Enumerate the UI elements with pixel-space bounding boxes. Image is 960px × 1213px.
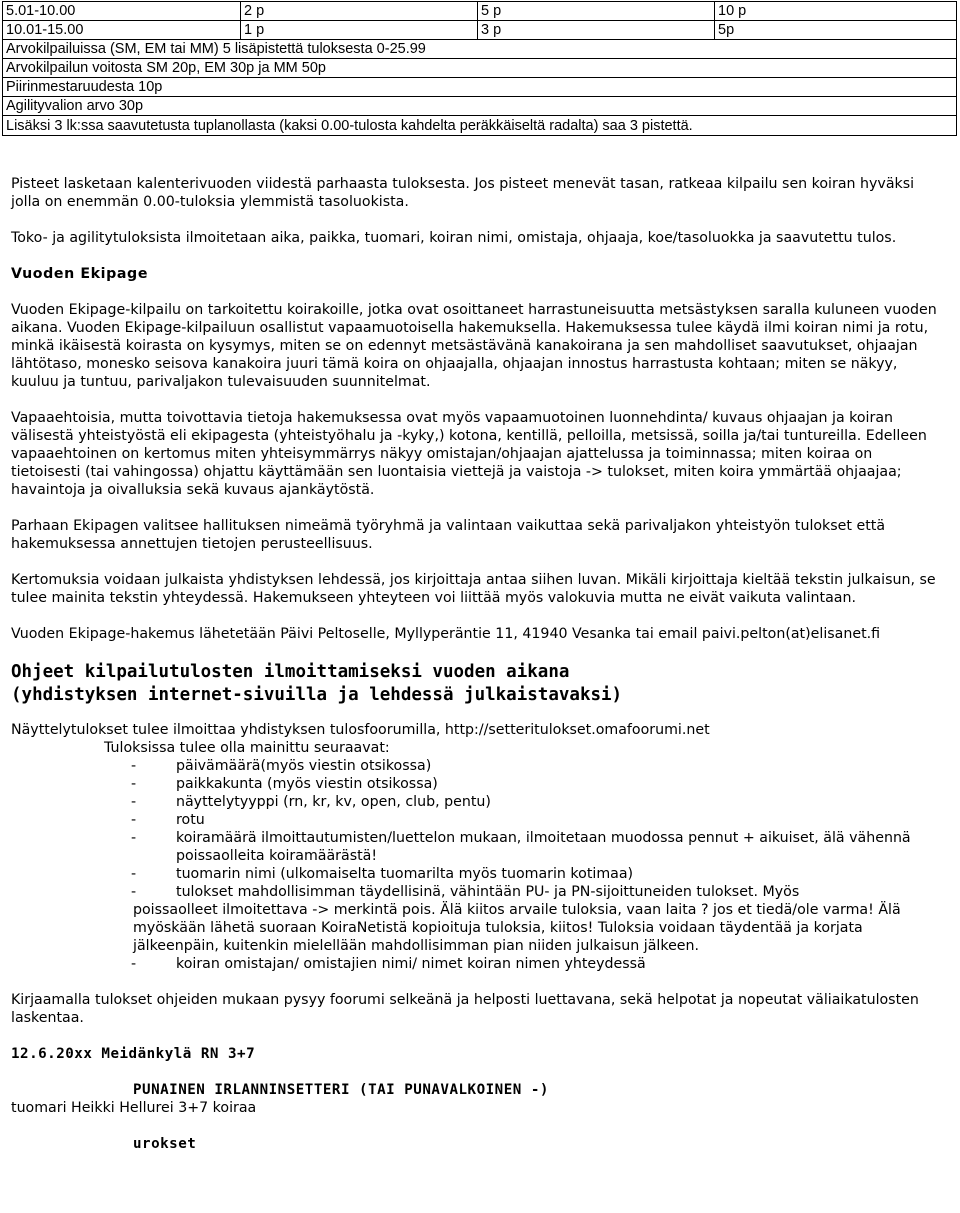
example-breed: PUNAINEN IRLANNINSETTERI (TAI PUNAVALKOINEN -) — [133, 1082, 549, 1098]
table-cell: 5.01-10.00 — [3, 2, 241, 21]
list-item: - paikkakunta (myös viestin otsikossa) — [131, 775, 946, 793]
table-row — [3, 59, 957, 78]
requirements-list-2 — [11, 955, 946, 973]
paragraph: Vuoden Ekipage-hakemus lähetetään Päivi Peltoselle, Myllyperäntie 11, 41940 Vesanka tai email paivi.pelton(at)elisanet.fi — [11, 626, 881, 642]
table-row — [3, 97, 957, 116]
section-heading: Vuoden Ekipage — [11, 266, 149, 282]
main-heading-line: Ohjeet kilpailutulosten ilmoittamiseksi vuoden aikana — [11, 662, 570, 682]
paragraph: Vapaaehtoisia, mutta toivottavia tietoja hakemuksessa ovat myös vapaamuotoinen luonnehdinta/ kuvaus ohjaajan ja koiran välisestä yhteistyöstä eli ekipagesta (yhteistyöhalu ja -kyky,) kotona, kentillä, pelloilla, metsissä, soilla ja/tai tuntureilla. Edelleen vapaaehtoinen on kertomus miten yhteisymmärrys näkyy omistajan/ohjaajan ajattelussa ja toiminnassa; miten koiraa on tietoisesti (tai vahingossa) ohjattu käyttämään sen luontaisia viettejä ja vaistoja -> tulokset, miten koira ymmärtää ohjaajaa; havaintoja ja oivalluksia sekä kuvaus ajankäytöstä. — [11, 410, 927, 498]
list-item: - tulokset mahdollisimman täydellisinä, vähintään PU- ja PN-sijoittuneiden tulokset. Myös — [131, 883, 946, 901]
table-row — [3, 116, 957, 136]
list-item: - tuomarin nimi (ulkomaiselta tuomarilta myös tuomarin kotimaa) — [131, 865, 946, 883]
list-item: - koiran omistajan/ omistajien nimi/ nimet koiran nimen yhteydessä — [131, 955, 946, 973]
main-heading-line: (yhdistyksen internet-sivuilla ja lehdessä julkaistavaksi) — [11, 685, 623, 705]
paragraph: Kertomuksia voidaan julkaista yhdistyksen lehdessä, jos kirjoittaja antaa siihen luvan. Mikäli kirjoittaja kieltää tekstin julkaisun, se tulee mainita tekstin yhteydessä. Hakemukseen yhteyteen voi liittää myös valokuvia mutta ne eivät vaikuta valintaan. — [11, 572, 936, 606]
requirements-list — [11, 757, 946, 901]
paragraph: Parhaan Ekipagen valitsee hallituksen nimeämä työryhmä ja valintaan vaikuttaa sekä parivaljakon yhteistyön tulokset että hakemuksessa annettujen tietojen perusteellisuus. — [11, 518, 886, 552]
example-class: urokset — [133, 1136, 197, 1152]
table-cell: 5p — [715, 21, 957, 40]
table-note: Arvokilpailuissa (SM, EM tai MM) 5 lisäpistettä tuloksesta 0-25.99 — [3, 40, 957, 59]
list-item: - päivämäärä(myös viestin otsikossa) — [131, 757, 946, 775]
points-table — [2, 1, 957, 136]
table-cell: 3 p — [478, 21, 715, 40]
table-cell: 1 p — [241, 21, 478, 40]
table-cell: 2 p — [241, 2, 478, 21]
list-item: - näyttelytyyppi (rn, kr, kv, open, club, pentu) — [131, 793, 946, 811]
table-row — [3, 21, 957, 40]
paragraph: Näyttelytulokset tulee ilmoittaa yhdistyksen tulosfoorumilla, http://setteritulokset.omafoorumi.net — [11, 722, 710, 738]
table-row — [3, 78, 957, 97]
paragraph: poissaolleet ilmoitettava -> merkintä pois. Älä kiitos arvaile tuloksia, vaan laita ? jos et tiedä/ole varma! Älä myöskään lähetä suoraan KoiraNetistä kopioituja tuloksia, kiitos! Tuloksia voidaan täydentää ja korjata jälkeenpäin, kuitenkin mielellään mahdollisimman pian niiden julkaisun jälkeen. — [133, 902, 901, 954]
example-heading: 12.6.20xx Meidänkylä RN 3+7 — [11, 1046, 256, 1062]
list-item: - rotu — [131, 811, 946, 829]
document-body — [11, 175, 946, 1153]
table-cell: 10.01-15.00 — [3, 21, 241, 40]
table-note: Arvokilpailun voitosta SM 20p, EM 30p ja MM 50p — [3, 59, 957, 78]
example-judge: tuomari Heikki Hellurei 3+7 koiraa — [11, 1100, 257, 1116]
table-note: Agilityvalion arvo 30p — [3, 97, 957, 116]
table-cell: 10 p — [715, 2, 957, 21]
table-cell: 5 p — [478, 2, 715, 21]
paragraph: Kirjaamalla tulokset ohjeiden mukaan pysyy foorumi selkeänä ja helposti luettavana, sekä helpotat ja nopeutat väliaikatulosten laskentaa. — [11, 992, 919, 1026]
main-heading — [11, 661, 946, 707]
table-row — [3, 2, 957, 21]
paragraph: Toko- ja agilitytuloksista ilmoitetaan aika, paikka, tuomari, koiran nimi, omistaja, ohjaaja, koe/tasoluokka ja saavutettu tulos. — [11, 230, 897, 246]
table-note: Lisäksi 3 lk:ssa saavutetusta tuplanollasta (kaksi 0.00-tulosta kahdelta peräkkäiseltä radalta) saa 3 pistettä. — [3, 116, 957, 136]
table-note: Piirinmestaruudesta 10p — [3, 78, 957, 97]
table-row — [3, 40, 957, 59]
paragraph: Tuloksissa tulee olla mainittu seuraavat: — [104, 740, 390, 756]
paragraph: Vuoden Ekipage-kilpailu on tarkoitettu koirakoille, jotka ovat osoittaneet harrastuneisuutta metsästyksen saralla kuluneen vuoden aikana. Vuoden Ekipage-kilpailuun osallistut vapaamuotoisella hakemuksella. Hakemuksessa tulee käydä ilmi koiran nimi ja rotu, minkä ikäisestä koirasta on kysymys, miten se on edennyt metsästävänä kanakoirana ja sen mahdolliset saavutukset, ohjaajan lähtötaso, monesko seisova kanakoira juuri tämä koira on ohjaajalla, ohjaajan innostus harrastusta kohtaan; miten se näkyy, kuuluu ja tuntuu, parivaljakon tulevaisuuden suunnitelmat. — [11, 302, 937, 390]
list-item: - koiramäärä ilmoittautumisten/luettelon mukaan, ilmoitetaan muodossa pennut + aikuiset, älä vähennä poissaolleita koiramäärästä! — [131, 829, 946, 865]
paragraph: Pisteet lasketaan kalenterivuoden viidestä parhaasta tuloksesta. Jos pisteet menevät tasan, ratkeaa kilpailu sen koiran hyväksi jolla on enemmän 0.00-tuloksia ylemmistä tasoluokista. — [11, 176, 915, 210]
